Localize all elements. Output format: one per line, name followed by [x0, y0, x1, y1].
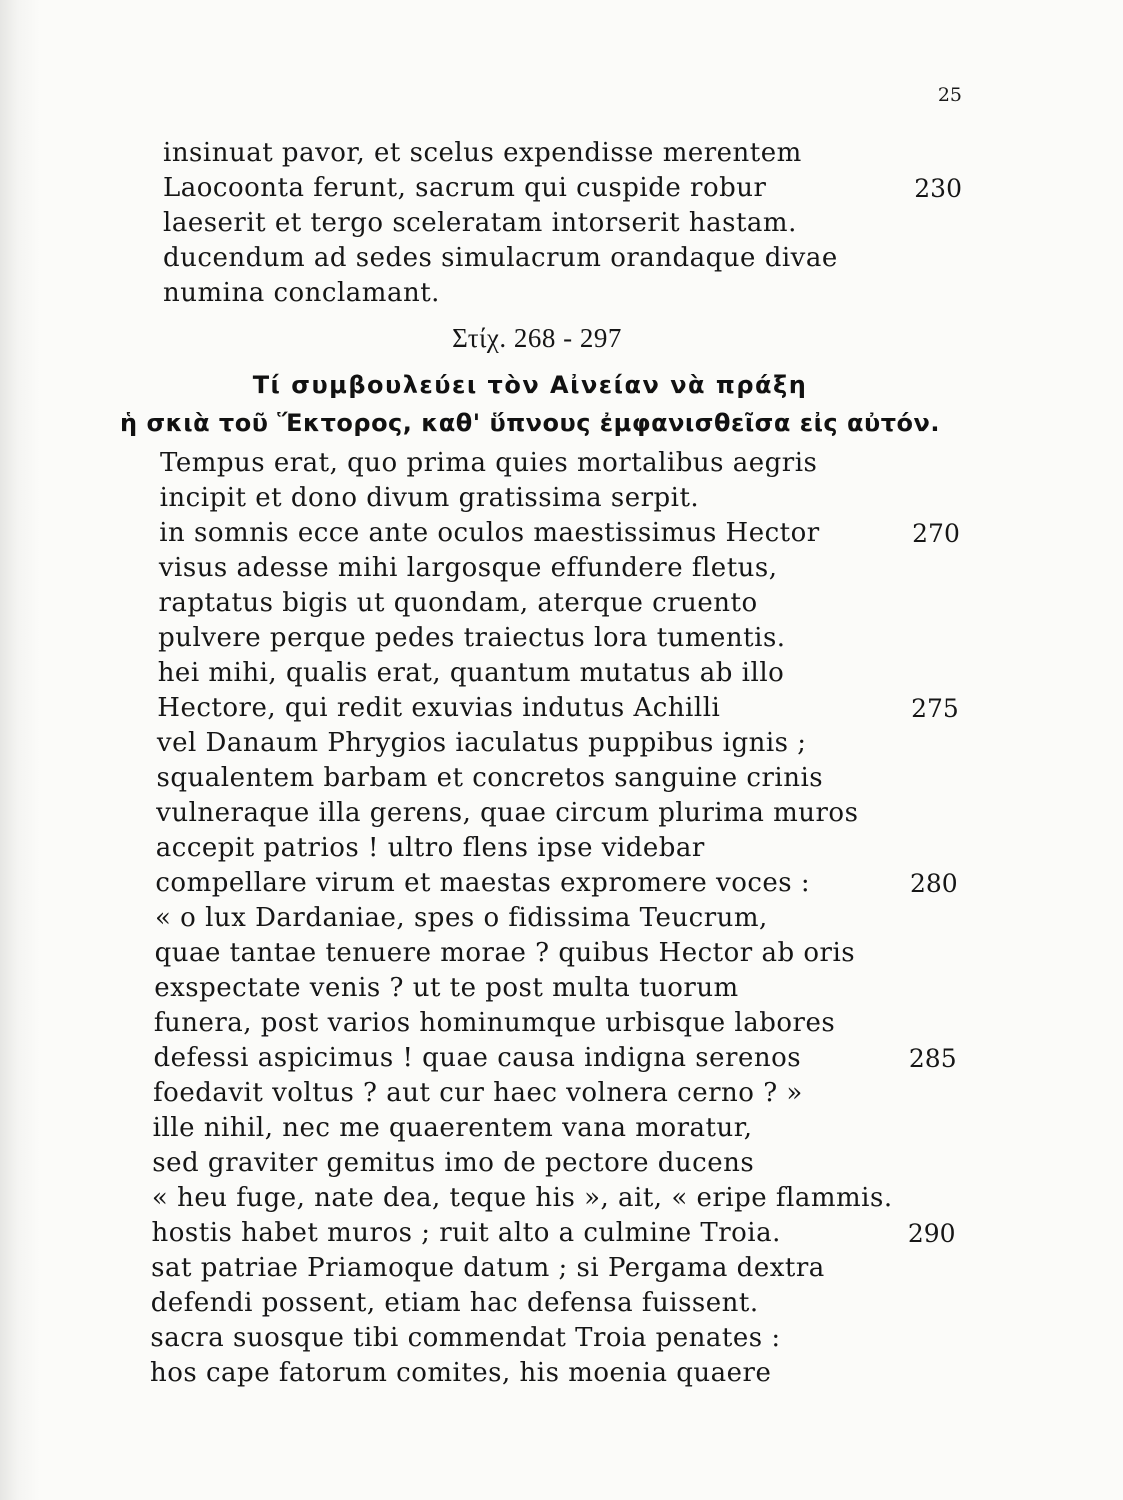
line-number: 290 [907, 1218, 956, 1248]
verse-text: sed graviter gemitus imo de pectore ducens [152, 1147, 755, 1178]
line-number: 275 [911, 693, 959, 723]
verse-line [0, 446, 1123, 481]
line-number: 280 [909, 868, 958, 898]
verse-text: squalentem barbam et concretos sanguine crinis [156, 762, 824, 793]
verse-line [0, 1006, 1123, 1041]
verse-line [0, 656, 1123, 691]
verse-line [0, 901, 1123, 936]
verse-text: funera, post varios hominumque urbisque labores [153, 1007, 836, 1038]
verse-line [0, 551, 1123, 586]
verse-line [0, 1111, 1123, 1146]
verse-line [0, 761, 1123, 796]
verse-line [0, 1251, 1123, 1286]
verse-text: Tempus erat, quo prima quies mortalibus aegris [160, 447, 818, 478]
verse-line [0, 1041, 1123, 1076]
page-number: 25 [937, 84, 962, 106]
verse-line [0, 1286, 1123, 1321]
verse-text: Hectore, qui redit exuvias indutus Achilli [157, 692, 721, 723]
verse-text: visus adesse mihi largosque effundere fletus, [158, 552, 778, 583]
verse-line [0, 726, 1123, 761]
verse-text: hos cape fatorum comites, his moenia quaere [149, 1357, 772, 1388]
verse-text: vulneraque illa gerens, quae circum plurima muros [156, 797, 859, 828]
verse-line [0, 516, 1123, 551]
verse-line [0, 1321, 1123, 1356]
verse-text: accepit patrios ! ultro flens ipse videbar [155, 832, 705, 863]
verse-text: sat patriae Priamoque datum ; si Pergama dextra [151, 1252, 825, 1283]
verse-line [0, 481, 1123, 516]
verse-line [0, 1356, 1123, 1391]
verse-text: numina conclamant. [163, 277, 440, 308]
verse-line [0, 586, 1123, 621]
verse-text: raptatus bigis ut quondam, aterque cruento [158, 587, 758, 618]
verse-text: incipit et dono divum gratissima serpit. [159, 482, 700, 513]
verse-line [0, 971, 1123, 1006]
verse-range-heading: Στίχ. 268 - 297 [452, 323, 622, 353]
verse-line [0, 1181, 1123, 1216]
verse-text: defendi possent, etiam hac defensa fuissent. [150, 1287, 759, 1318]
verse-text: insinuat pavor, et scelus expendisse merentem [163, 137, 802, 168]
verse-text: quae tantae tenuere morae ? quibus Hector ab oris [154, 937, 856, 968]
verse-text: « o lux Dardaniae, spes o fidissima Teucrum, [154, 902, 768, 933]
verse-line [0, 831, 1123, 866]
verse-text: in somnis ecce ante oculos maestissimus Hector [159, 517, 820, 548]
verse-text: Laocoonta ferunt, sacrum qui cuspide robur [163, 172, 767, 203]
verse-line [0, 621, 1123, 656]
line-number: 270 [912, 518, 960, 548]
section-title-line-1: Τί συμβουλεύει τὸν Αἰνείαν νὰ πράξη [252, 371, 808, 399]
line-number: 230 [914, 173, 962, 203]
verse-text: hei mihi, qualis erat, quantum mutatus ab illo [157, 657, 785, 688]
verse-text: foedavit voltus ? aut cur haec volnera cerno ? » [153, 1077, 803, 1108]
verse-text: compellare virum et maestas expromere voces : [155, 867, 811, 898]
verse-text: ducendum ad sedes simulacrum orandaque divae [163, 242, 838, 273]
verse-text: ille nihil, nec me quaerentem vana moratur, [152, 1112, 753, 1143]
verse-text: exspectate venis ? ut te post multa tuorum [154, 972, 739, 1003]
verse-text: laeserit et tergo sceleratam intorserit hastam. [163, 207, 797, 238]
verse-line [0, 796, 1123, 831]
section-title-line-2: ἡ σκιὰ τοῦ Ἕκτορος, καθ' ὕπνους ἐμφανισθεῖσα εἰς αὐτόν. [120, 409, 940, 437]
verse-line [0, 936, 1123, 971]
verse-text: sacra suosque tibi commendat Troia penates : [150, 1322, 781, 1353]
verse-line [0, 1076, 1123, 1111]
verse-line [0, 866, 1123, 901]
verse-line [0, 691, 1123, 726]
verse-text: pulvere perque pedes traiectus lora tumentis. [158, 622, 786, 653]
verse-text: defessi aspicimus ! quae causa indigna serenos [153, 1042, 802, 1073]
verse-text: « heu fuge, nate dea, teque his », ait, « eripe flammis. [151, 1182, 893, 1213]
verse-text: hostis habet muros ; ruit alto a culmine Troia. [151, 1217, 781, 1248]
verse-line [0, 1146, 1123, 1181]
verse-text: vel Danaum Phrygios iaculatus puppibus ignis ; [156, 727, 807, 758]
line-number: 285 [908, 1043, 957, 1073]
verse-line [0, 1216, 1123, 1251]
